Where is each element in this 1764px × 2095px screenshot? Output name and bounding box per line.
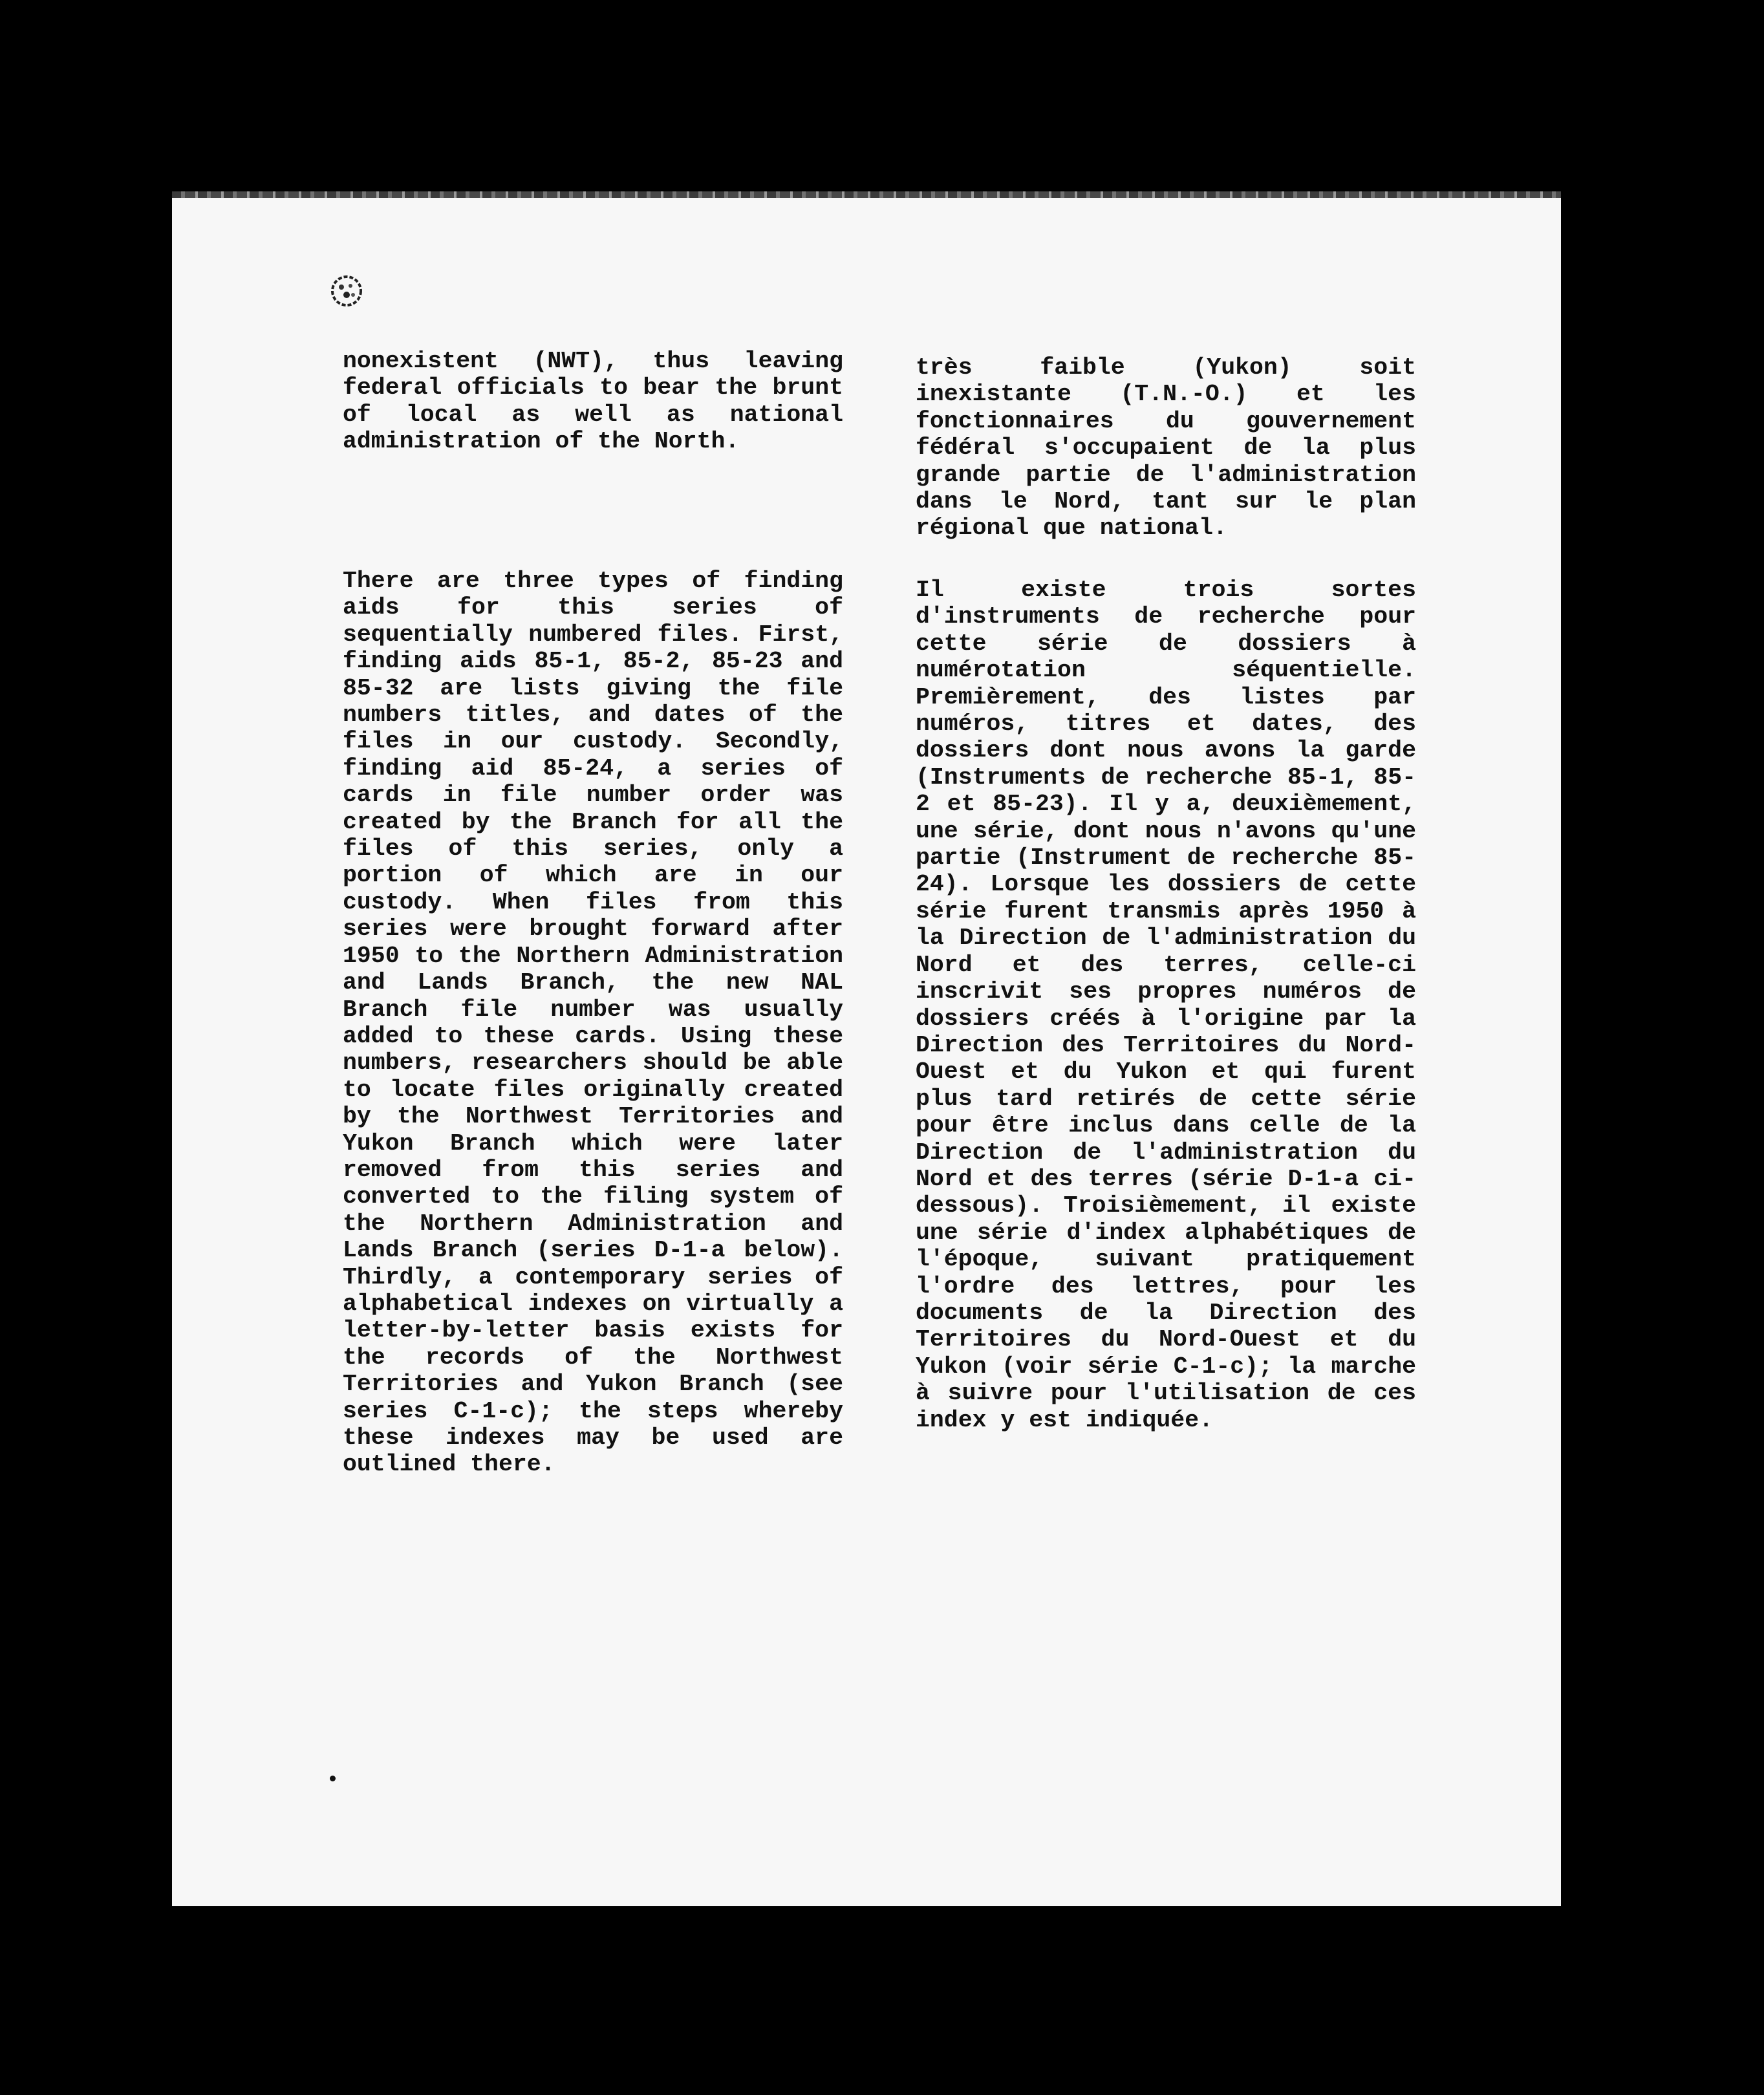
ink-dot — [330, 1776, 336, 1781]
document-page — [172, 191, 1561, 1906]
english-paragraph-2: There are three types of finding aids for this series of sequentially numbered files. First, finding aids 85-1, 85-2, 85-23 and 85-32 are lists giving the file numbers titles, and dates of the files in our custody. Secondly, finding aid 85-24, a series of cards in file number order was created by the Branch for all the files of this series, only a portion of which are in our custody. When files from this series were brought forward after 1950 to the Northern Administration and Lands Branch, the new NAL Branch file number was usually added to these cards. Using these numbers, researchers should be able to locate files originally created by the Northwest Territories and Yukon Branch which were later removed from this series and converted to the filing system of the Northern Administration and Lands Branch (series D-1-a below). Thirdly, a contemporary series of alphabetical indexes on virtually a letter-by-letter basis exists for the records of the Northwest Territories and Yukon Branch (see series C-1-c); the steps whereby these indexes may be used are outlined there. — [343, 568, 843, 1478]
french-paragraph-2: Il existe trois sortes d'instruments de recherche pour cette série de dossiers à numérotation séquentielle. Premièrement, des listes par numéros, titres et dates, des dossiers dont nous avons la garde (Instruments de recherche 85-1, 85-2 et 85-23). Il y a, deuxièmement, une série, dont nous n'avons qu'une partie (Instrument de recherche 85-24). Lorsque les dossiers de cette série furent transmis après 1950 à la Direction de l'administration du Nord et des terres, celle-ci inscrivit ses propres numéros de dossiers créés à l'origine par la Direction des Territoires du Nord-Ouest et du Yukon et qui furent plus tard retirés de cette série pour être inclus dans celle de la Direction de l'administration du Nord et des terres (série D-1-a ci-dessous). Troisièmement, il existe une série d'index alphabétiques de l'époque, suivant pratiquement l'ordre des lettres, pour les documents de la Direction des Territoires du Nord-Ouest et du Yukon (voir série C-1-c); la marche à suivre pour l'utilisation de ces index y est indiquée. — [916, 577, 1416, 1434]
english-paragraph-1: nonexistent (NWT), thus leaving federal officials to bear the brunt of local as well as national administration of the North. — [343, 348, 843, 455]
french-paragraph-1: très faible (Yukon) soit inexistante (T.N.-O.) et les fonctionnaires du gouvernement fédéral s'occupaient de la plus grande partie de l'administration dans le Nord, tant sur le plan régional que national. — [916, 354, 1416, 542]
scan-top-edge — [172, 191, 1561, 198]
ink-stamp-icon — [327, 274, 366, 308]
